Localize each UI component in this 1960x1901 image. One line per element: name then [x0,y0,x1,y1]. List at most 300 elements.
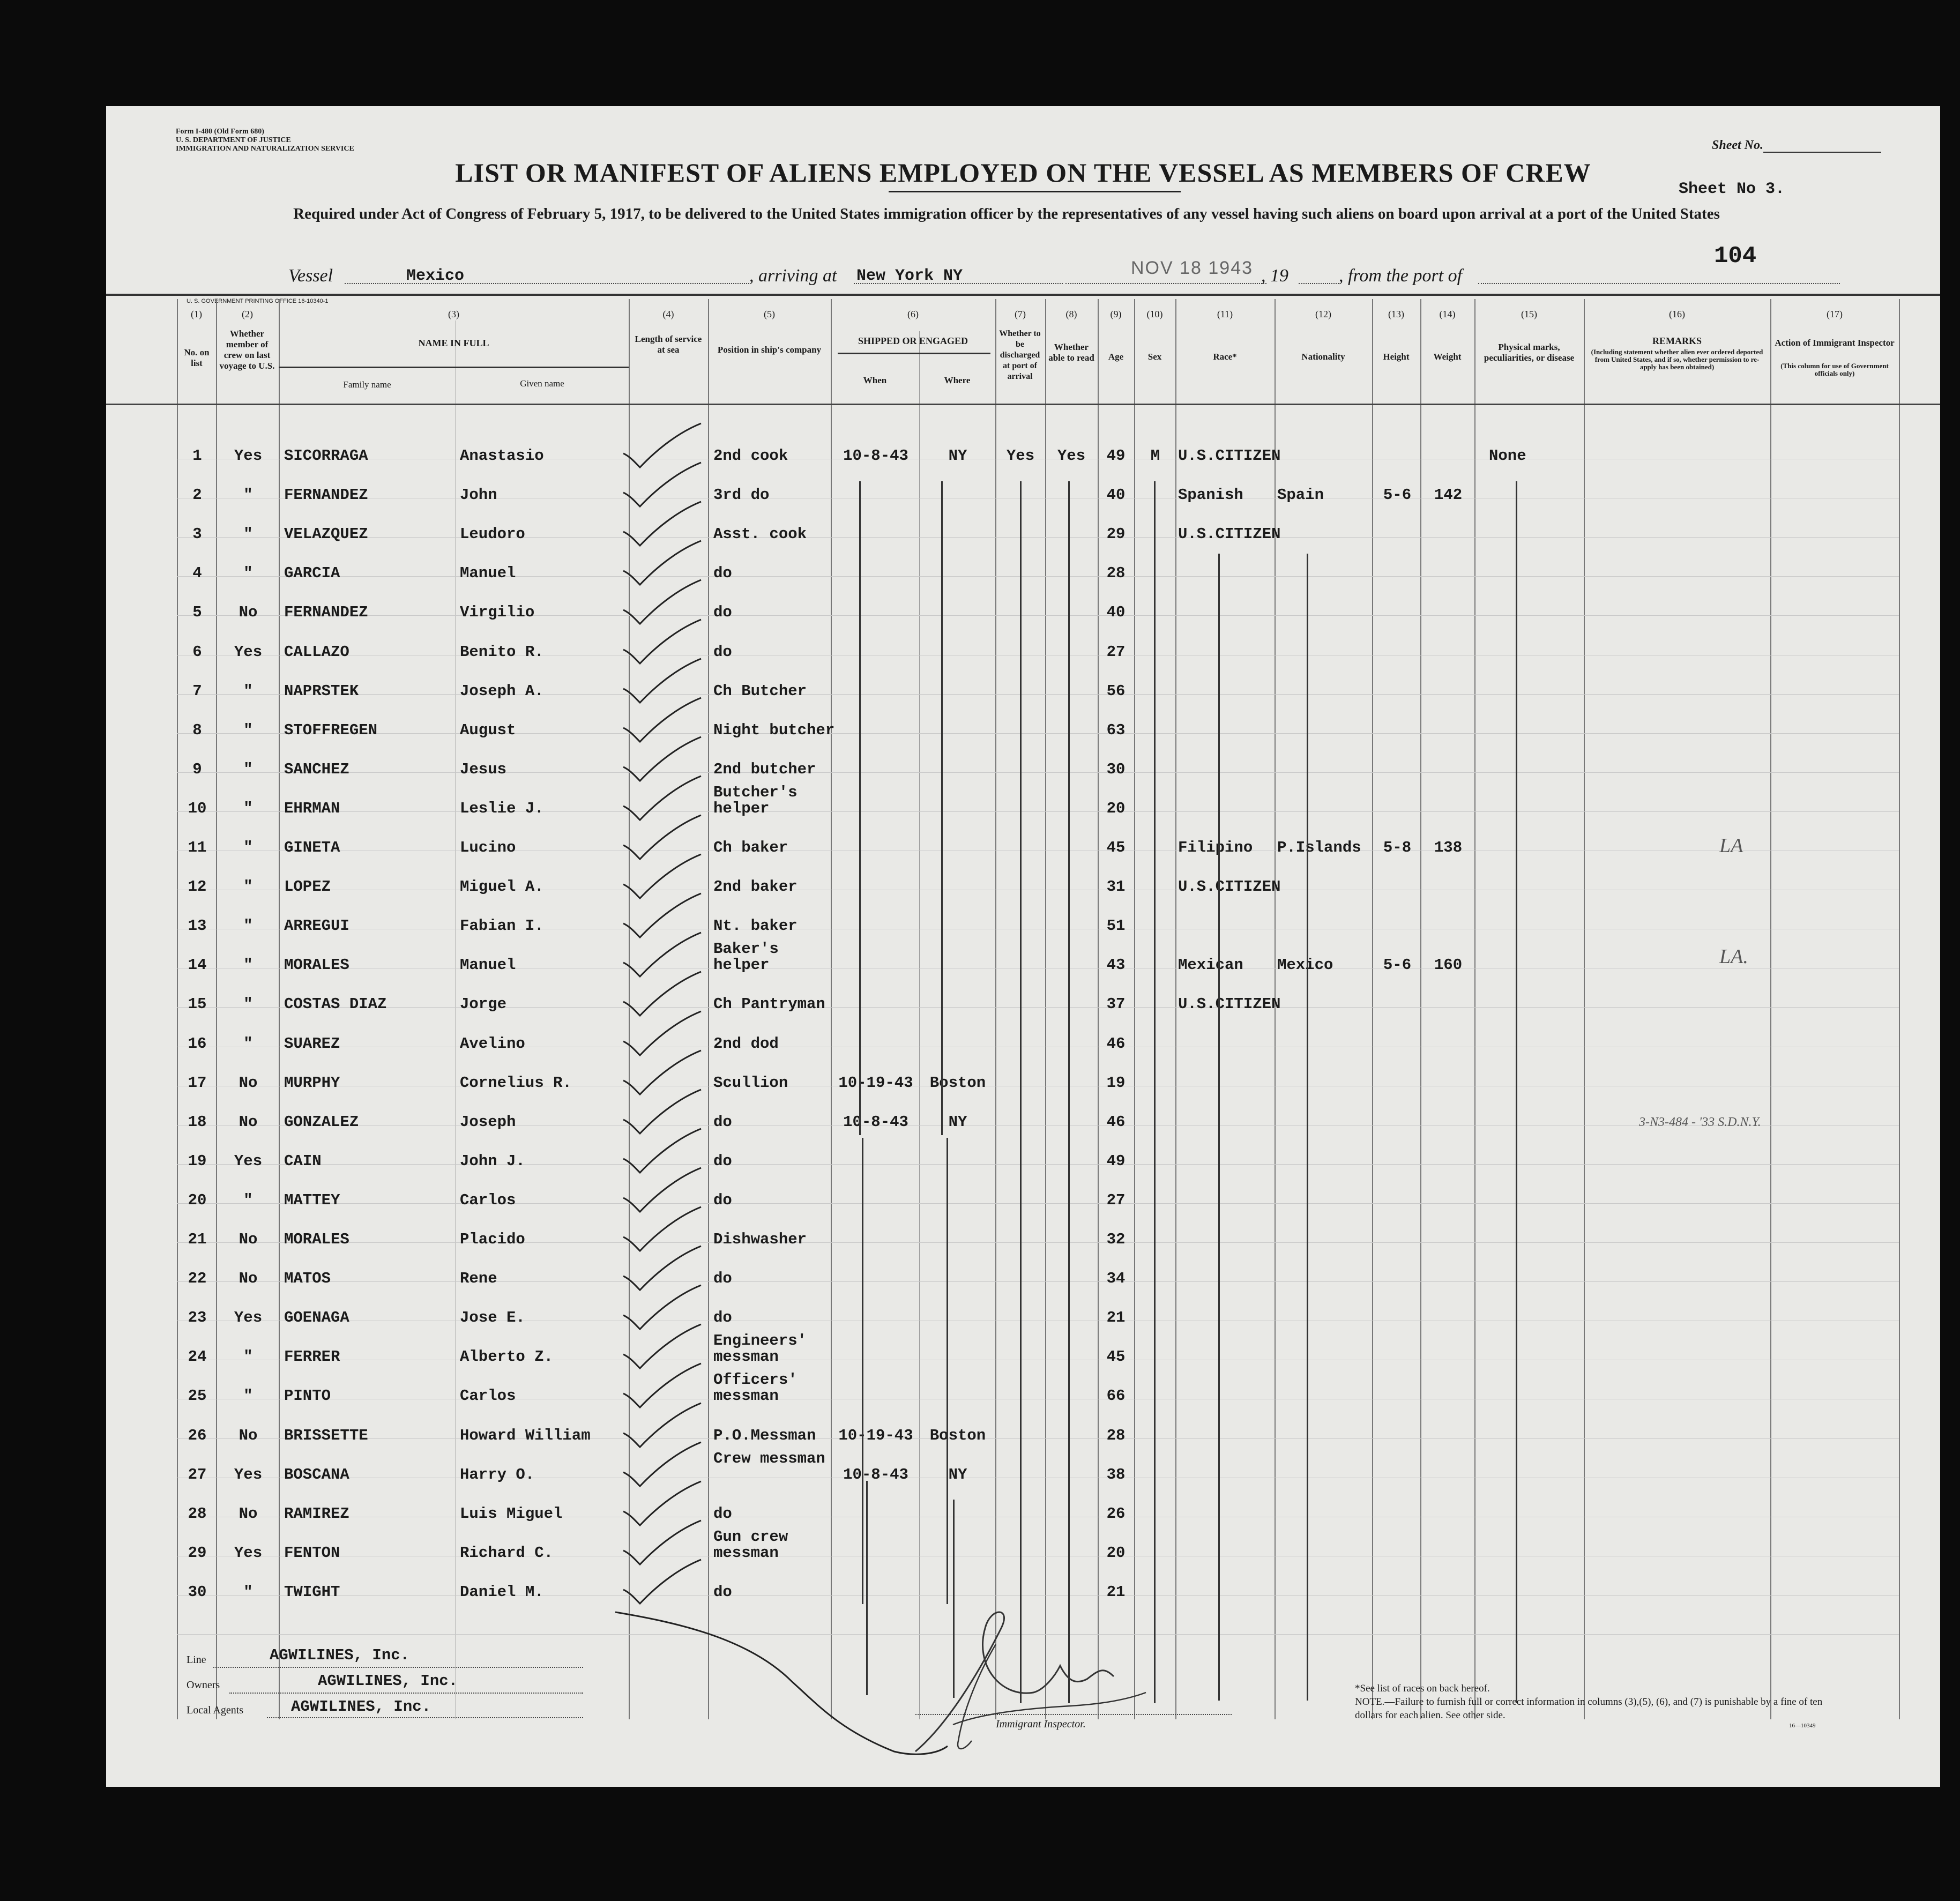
crew-last-voyage-cell: " [243,564,253,582]
crew-last-voyage-cell: " [243,1583,253,1601]
form-identifier [176,128,354,153]
agents-value: AGWILINES, Inc. [291,1698,431,1716]
header-physical-marks: Physical marks, peculiarities, or disease [1484,342,1575,363]
inspector-initials: LA [1719,834,1743,857]
shipped-when-cell: 10-8-43 [843,1466,908,1483]
department-name: U. S. DEPARTMENT OF JUSTICE [176,136,291,144]
given-name-cell: Jose E. [460,1309,525,1326]
given-name-cell: Jorge [460,995,507,1013]
crew-last-voyage-cell: " [243,1387,253,1405]
crew-last-voyage-cell: " [243,1348,253,1366]
position-cell: 2nd baker [713,878,798,896]
header-shipped-engaged: SHIPPED OR ENGAGED [858,336,968,346]
given-name-cell: Virgilio [460,603,535,621]
shipped-where-cell: NY [948,1466,967,1483]
given-name-cell: Joseph A. [460,682,544,700]
inspector-label: Immigrant Inspector. [996,1718,1086,1730]
row-number-cell: 8 [192,721,202,739]
race-cell: U.S.CITIZEN [1178,878,1281,896]
row-number-cell: 30 [188,1583,207,1601]
position-cell: Asst. cook [713,525,807,543]
crew-last-voyage-cell: No [239,1074,258,1092]
age-cell: 27 [1106,643,1126,661]
family-name-cell: BRISSETTE [284,1427,368,1444]
position-cell: Night butcher [713,721,835,739]
age-cell: 43 [1106,956,1126,974]
form-code: 16—10349 [1789,1723,1816,1729]
given-name-cell: Miguel A. [460,878,544,896]
date-stamp: NOV 18 1943 [1131,258,1254,278]
row-number-cell: 2 [192,486,202,504]
given-name-cell: Luis Miguel [460,1505,563,1523]
family-name-cell: BOSCANA [284,1466,349,1483]
column-number: (5) [764,309,775,319]
row-number-cell: 17 [188,1074,207,1092]
row-number-cell: 4 [192,564,202,582]
given-name-cell: Manuel [460,956,516,974]
shipped-where-cell: NY [948,1113,967,1131]
given-name-cell: John [460,486,497,504]
race-cell: U.S.CITIZEN [1178,525,1281,543]
column-number: (3) [448,309,459,319]
line-label: Line [187,1654,206,1666]
given-name-cell: Howard William [460,1427,591,1444]
column-number: (14) [1439,309,1456,319]
given-name-cell: Jesus [460,761,507,778]
row-number-cell: 23 [188,1309,207,1326]
column-rule [1899,299,1900,1719]
weight-cell: 142 [1434,486,1463,504]
crew-last-voyage-cell: " [243,995,253,1013]
column-rule [1474,299,1475,1719]
height-cell: 5-6 [1383,956,1412,974]
position-cell: do [713,1505,732,1523]
position-cell: 2nd dod [713,1035,779,1053]
inspector-initials: LA. [1719,945,1748,968]
header-able-to-read: Whether able to read [1048,342,1094,363]
line-value: AGWILINES, Inc. [270,1646,410,1664]
height-cell: 5-6 [1383,486,1412,504]
crew-last-voyage-cell: Yes [234,1466,263,1483]
from-port-fill-line [1478,283,1840,284]
age-cell: 21 [1106,1309,1126,1326]
family-name-cell: FERNANDEZ [284,486,368,504]
owners-value: AGWILINES, Inc. [318,1672,458,1690]
weight-cell: 160 [1434,956,1463,974]
shipped-where-cell: NY [948,447,967,465]
manifest-sheet [106,106,1940,1787]
position-cell: do [713,1191,732,1209]
age-cell: 49 [1106,1152,1126,1170]
header-age: Age [1108,352,1124,362]
typed-sheet-number: Sheet No 3. [1678,180,1785,198]
discharged-at-port-cell: Yes [1006,447,1035,465]
position-cell: Ch baker [713,839,788,856]
row-number-cell: 7 [192,682,202,700]
agents-fill-line [267,1717,583,1718]
given-name-cell: Harry O. [460,1466,535,1483]
shipped-when-cell: 10-19-43 [838,1427,913,1444]
position-cell: Butcher's helper [713,784,798,817]
header-government-note: (This column for use of Government officials only) [1780,362,1889,377]
position-cell: Crew messman [713,1450,825,1467]
family-name-cell: STOFFREGEN [284,721,378,739]
family-name-cell: SICORRAGA [284,447,368,465]
column-rule [1372,299,1373,1719]
header-remarks: REMARKS [1652,336,1702,346]
position-cell: Scullion [713,1074,788,1092]
row-number-cell: 10 [188,800,207,817]
family-name-cell: EHRMAN [284,800,340,817]
header-crew-last-voyage: Whether member of crew on last voyage to U.S. [219,329,275,371]
age-cell: 49 [1106,447,1126,465]
shipped-where-cell: Boston [929,1427,986,1444]
crew-last-voyage-cell: " [243,878,253,896]
crew-last-voyage-cell: " [243,721,253,739]
checkmark-icon [621,1557,706,1606]
header-nationality: Nationality [1301,352,1345,362]
owners-label: Owners [187,1679,220,1691]
position-cell: do [713,1270,732,1287]
printing-office: U. S. GOVERNMENT PRINTING OFFICE 16-10340-1 [187,298,329,304]
given-name-cell: Benito R. [460,643,544,661]
given-name-cell: Rene [460,1270,497,1287]
age-cell: 27 [1106,1191,1126,1209]
given-name-cell: Daniel M. [460,1583,544,1601]
inspector-signature [615,1591,1258,1762]
from-port-label: , from the port of [1339,266,1463,286]
given-name-cell: Alberto Z. [460,1348,554,1366]
column-number: (8) [1065,309,1077,319]
column-rule [1045,299,1046,1719]
name-header-rule [279,367,629,368]
ditto-stroke [1154,481,1156,1703]
row-number-cell: 25 [188,1387,207,1405]
remarks-cell: 3-N3-484 - '33 S.D.N.Y. [1639,1115,1761,1129]
page-title: LIST OR MANIFEST OF ALIENS EMPLOYED ON THE VESSEL AS MEMBERS OF CREW [455,158,1591,188]
header-length-of-service: Length of service at sea [635,334,702,355]
given-name-cell: Fabian I. [460,917,544,935]
shipped-when-cell: 10-19-43 [838,1074,913,1092]
column-number: (4) [662,309,674,319]
row-number-cell: 20 [188,1191,207,1209]
title-underline [889,191,1181,192]
column-number: (11) [1217,309,1233,319]
family-name-cell: VELAZQUEZ [284,525,368,543]
age-cell: 63 [1106,721,1126,739]
family-name-cell: GARCIA [284,564,340,582]
column-number: (12) [1315,309,1331,319]
crew-last-voyage-cell: " [243,956,253,974]
row-number-cell: 19 [188,1152,207,1170]
age-cell: 56 [1106,682,1126,700]
header-where: Where [944,375,971,385]
arrival-port: New York NY [856,267,963,285]
family-name-cell: SUAREZ [284,1035,340,1053]
column-number: (15) [1521,309,1537,319]
column-rule [1584,299,1585,1719]
family-name-cell: ARREGUI [284,917,349,935]
height-cell: 5-8 [1383,839,1412,856]
age-cell: 51 [1106,917,1126,935]
age-cell: 38 [1106,1466,1126,1483]
given-name-cell: Cornelius R. [460,1074,572,1092]
vessel-label: Vessel [288,266,333,286]
position-cell: Engineers' messman [713,1332,807,1366]
race-cell: U.S.CITIZEN [1178,447,1281,465]
ditto-stroke [947,1481,948,1540]
crew-last-voyage-cell: " [243,1191,253,1209]
crew-last-voyage-cell: Yes [234,1309,263,1326]
column-rule [995,299,996,1719]
header-given-name: Given name [520,378,564,389]
position-cell: do [713,643,732,661]
crew-last-voyage-cell: " [243,682,253,700]
row-number-cell: 16 [188,1035,207,1053]
crew-last-voyage-cell: No [239,1505,258,1523]
arriving-label: , arriving at [749,266,837,286]
column-number: (7) [1015,309,1026,319]
column-rule [919,331,920,1719]
service-name: IMMIGRATION AND NATURALIZATION SERVICE [176,145,354,153]
position-cell: Ch Pantryman [713,995,825,1013]
family-name-cell: MATTEY [284,1191,340,1209]
column-number: (9) [1110,309,1122,319]
row-number-cell: 12 [188,878,207,896]
given-name-cell: Leslie J. [460,800,544,817]
crew-last-voyage-cell: " [243,486,253,504]
column-number: (17) [1827,309,1843,319]
crew-last-voyage-cell: No [239,1113,258,1131]
penalty-note: NOTE.—Failure to furnish full or correct information in columns (3),(5), (6), and (7) is punishable by a fine of ten dollars for each alien. See other side. [1355,1696,1823,1721]
column-rule [1175,299,1176,1719]
age-cell: 37 [1106,995,1126,1013]
physical-marks-cell: None [1489,447,1526,465]
row-number-cell: 18 [188,1113,207,1131]
age-cell: 20 [1106,800,1126,817]
header-discharged: Whether to be discharged at port of arrival [999,329,1041,381]
given-name-cell: Richard C. [460,1544,554,1562]
position-cell: 2nd butcher [713,761,816,778]
row-number-cell: 9 [192,761,202,778]
crew-last-voyage-cell: " [243,761,253,778]
shipped-header-rule [838,353,990,354]
age-cell: 46 [1106,1035,1126,1053]
header-race: Race* [1213,352,1237,362]
race-cell: Filipino [1178,839,1253,856]
given-name-cell: August [460,721,516,739]
row-number-cell: 5 [192,603,202,621]
column-rule [1134,299,1135,1719]
sheet-number-line [1763,152,1881,153]
family-name-cell: TWIGHT [284,1583,340,1601]
agents-label: Local Agents [187,1704,244,1716]
given-name-cell: Manuel [460,564,516,582]
crew-last-voyage-cell: No [239,1270,258,1287]
able-to-read-cell: Yes [1057,447,1086,465]
given-name-cell: Leudoro [460,525,525,543]
position-cell: 2nd cook [713,447,788,465]
crew-last-voyage-cell: Yes [234,1544,263,1562]
header-height: Height [1383,352,1410,362]
column-rule [1770,299,1771,1719]
family-name-cell: MORALES [284,956,349,974]
date-fill-line [1065,283,1266,284]
crew-last-voyage-cell: No [239,1427,258,1444]
column-rule [708,299,709,1719]
column-rule [177,299,178,1719]
column-number: (10) [1146,309,1163,319]
age-cell: 66 [1106,1387,1126,1405]
age-cell: 20 [1106,1544,1126,1562]
family-name-cell: FERRER [284,1348,340,1366]
position-cell: do [713,603,732,621]
family-name-cell: RAMIREZ [284,1505,349,1523]
header-bottom-rule [106,404,1940,405]
age-cell: 19 [1106,1074,1126,1092]
position-cell: 3rd do [713,486,770,504]
crew-last-voyage-cell: Yes [234,447,263,465]
year-fill-line [1299,283,1339,284]
ditto-stroke [862,1138,863,1604]
given-name-cell: Placido [460,1231,525,1248]
column-rule [216,299,217,1719]
crew-last-voyage-cell: " [243,839,253,856]
given-name-cell: Anastasio [460,447,544,465]
column-rule [279,299,280,1719]
ditto-stroke [1307,554,1308,1701]
family-name-cell: MORALES [284,1231,349,1248]
column-rule [1420,299,1421,1719]
nationality-cell: P.Islands [1277,839,1361,856]
position-cell: do [713,1583,732,1601]
column-number: (1) [191,309,202,319]
row-number-cell: 14 [188,956,207,974]
row-number-cell: 21 [188,1231,207,1248]
family-name-cell: PINTO [284,1387,331,1405]
crew-last-voyage-cell: " [243,917,253,935]
age-cell: 40 [1106,603,1126,621]
form-number: Form I-480 (Old Form 680) [176,128,264,136]
races-note: *See list of races on back hereof. [1355,1683,1490,1694]
age-cell: 40 [1106,486,1126,504]
family-name-cell: GONZALEZ [284,1113,359,1131]
crew-last-voyage-cell: " [243,525,253,543]
year-label: , 19 [1261,266,1288,286]
crew-last-voyage-cell: Yes [234,1152,263,1170]
ditto-stroke [1516,481,1517,1703]
row-number-cell: 6 [192,643,202,661]
position-cell: do [713,1113,732,1131]
nationality-cell: Mexico [1277,956,1333,974]
shipped-where-cell: Boston [929,1074,986,1092]
column-number: (2) [242,309,253,319]
header-sex: Sex [1147,352,1162,362]
owners-fill-line [229,1693,583,1694]
family-name-cell: LOPEZ [284,878,331,896]
ditto-stroke [859,481,861,1135]
age-cell: 34 [1106,1270,1126,1287]
age-cell: 29 [1106,525,1126,543]
page-subtitle: Required under Act of Congress of February 5, 1917, to be delivered to the United States immigration officer by the representatives of any vessel having such aliens on board upon arrival at a port of the United States [293,205,1720,222]
family-name-cell: CALLAZO [284,643,349,661]
shipped-when-cell: 10-8-43 [843,447,908,465]
header-name-in-full: NAME IN FULL [418,338,489,348]
sex-cell: M [1150,447,1160,465]
age-cell: 31 [1106,878,1126,896]
row-number-cell: 3 [192,525,202,543]
ditto-stroke [1068,481,1070,1703]
sheet-label: Sheet No. [1712,138,1763,152]
column-number: (6) [907,309,919,319]
header-no-on-list: No. on list [184,347,210,368]
family-name-cell: MURPHY [284,1074,340,1092]
header-top-rule [106,294,1940,296]
ditto-stroke [1218,554,1220,1701]
row-number-cell: 15 [188,995,207,1013]
given-name-cell: Joseph [460,1113,516,1131]
age-cell: 46 [1106,1113,1126,1131]
row-number-cell: 28 [188,1505,207,1523]
header-when: When [863,375,887,385]
shipped-when-cell: 10-8-43 [843,1113,908,1131]
crew-last-voyage-cell: " [243,1035,253,1053]
row-number-cell: 24 [188,1348,207,1366]
ditto-stroke [1020,481,1022,1703]
crew-last-voyage-cell: Yes [234,643,263,661]
family-name-cell: SANCHEZ [284,761,349,778]
vessel-name: Mexico [406,267,465,285]
position-cell: Nt. baker [713,917,798,935]
header-position: Position in ship's company [717,345,822,355]
age-cell: 26 [1106,1505,1126,1523]
row-number-cell: 26 [188,1427,207,1444]
family-name-cell: CAIN [284,1152,322,1170]
nationality-cell: Spain [1277,486,1324,504]
given-name-cell: Avelino [460,1035,525,1053]
header-remarks-note: (Including statement whether alien ever ordered deported from United States, and if so, whether permission to re-apply has been obtained) [1591,348,1763,371]
crew-last-voyage-cell: No [239,1231,258,1248]
age-cell: 30 [1106,761,1126,778]
given-name-cell: Carlos [460,1387,516,1405]
crew-last-voyage-cell: " [243,800,253,817]
age-cell: 32 [1106,1231,1126,1248]
line-fill-line [213,1667,583,1668]
header-immigrant-action: Action of Immigrant Inspector [1775,338,1895,348]
page-number: 104 [1714,243,1757,270]
position-cell: P.O.Messman [713,1427,816,1444]
row-number-cell: 27 [188,1466,207,1483]
family-name-cell: COSTAS DIAZ [284,995,387,1013]
given-name-cell: John J. [460,1152,525,1170]
ditto-stroke [941,481,943,1135]
header-family-name: Family name [343,379,391,390]
family-name-cell: FENTON [284,1544,340,1562]
given-name-cell: Carlos [460,1191,516,1209]
position-cell: Gun crew messman [713,1528,788,1562]
race-cell: U.S.CITIZEN [1178,995,1281,1013]
column-number: (16) [1669,309,1685,319]
row-number-cell: 1 [192,447,202,465]
header-weight: Weight [1433,352,1462,362]
family-name-cell: GOENAGA [284,1309,349,1326]
row-number-cell: 13 [188,917,207,935]
crew-last-voyage-cell: No [239,603,258,621]
age-cell: 21 [1106,1583,1126,1601]
given-name-cell: Lucino [460,839,516,856]
family-name-cell: FERNANDEZ [284,603,368,621]
position-cell: Baker's helper [713,940,779,974]
